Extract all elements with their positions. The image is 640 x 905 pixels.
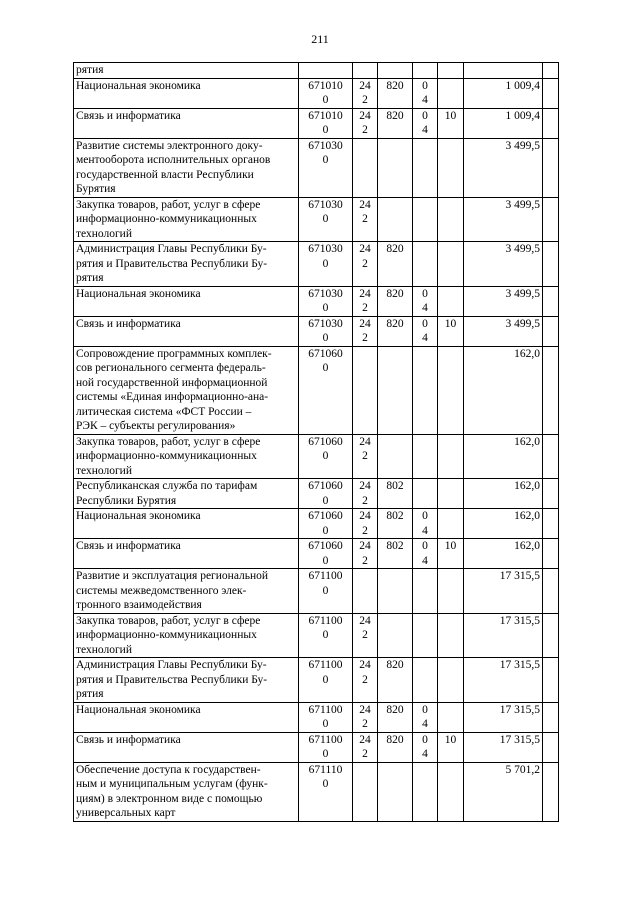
table-row <box>74 434 559 479</box>
cell-amount-text: 5 701,2 <box>505 763 540 776</box>
cell-subsection <box>438 569 464 614</box>
cell-name <box>74 613 299 658</box>
table-row <box>74 316 559 346</box>
cell-target-code-text: 671100 0 <box>308 703 343 730</box>
table-row <box>74 569 559 614</box>
cell-section <box>413 732 438 762</box>
cell-expense-type <box>353 316 378 346</box>
cell-target-code <box>299 732 353 762</box>
cell-extra <box>543 732 559 762</box>
cell-name-text: Закупка товаров, работ, услуг в сфере информационно-коммуникационных технологий <box>76 614 261 656</box>
cell-target-code <box>299 346 353 434</box>
cell-section-text: 0 4 <box>422 733 428 760</box>
cell-target-code-text: 671060 0 <box>308 510 343 537</box>
cell-name-text: Закупка товаров, работ, услуг в сфере информационно-коммуникационных технологий <box>76 198 261 240</box>
cell-section <box>413 658 438 703</box>
cell-admin-code <box>378 78 413 108</box>
cell-extra <box>543 346 559 434</box>
cell-extra <box>543 108 559 138</box>
cell-amount-text: 162,0 <box>514 510 540 522</box>
cell-admin-code-text: 820 <box>386 733 404 746</box>
cell-section <box>413 286 438 316</box>
page-number: 211 <box>311 32 329 46</box>
cell-admin-code <box>378 138 413 197</box>
cell-section <box>413 762 438 821</box>
cell-expense-type <box>353 479 378 509</box>
cell-amount-text: 3 499,5 <box>505 198 540 211</box>
cell-target-code <box>299 509 353 539</box>
table-row <box>74 658 559 703</box>
cell-subsection <box>438 539 464 569</box>
cell-expense-type <box>353 138 378 197</box>
cell-subsection <box>438 346 464 434</box>
cell-section <box>413 63 438 79</box>
cell-amount-text: 162,0 <box>514 435 540 448</box>
cell-amount <box>464 569 543 614</box>
cell-name-text: Обеспечение доступа к государствен- ным и муниципальным услугам (функ- циям) в электронном виде с помощью универсальных карт <box>76 763 268 819</box>
cell-name <box>74 63 299 79</box>
cell-name <box>74 138 299 197</box>
cell-expense-type <box>353 762 378 821</box>
cell-extra <box>543 138 559 197</box>
cell-name <box>74 658 299 703</box>
cell-section <box>413 316 438 346</box>
cell-admin-code-text: 820 <box>386 703 404 716</box>
cell-name-text: Связь и информатика <box>76 733 181 746</box>
cell-subsection <box>438 702 464 732</box>
cell-section-text: 0 4 <box>422 79 428 106</box>
cell-name <box>74 346 299 434</box>
cell-amount-text: 17 315,5 <box>499 733 540 746</box>
cell-name <box>74 479 299 509</box>
cell-expense-type-text: 24 2 <box>359 614 371 641</box>
cell-section-text: 0 4 <box>422 510 428 537</box>
cell-subsection <box>438 316 464 346</box>
cell-subsection <box>438 63 464 79</box>
cell-name <box>74 434 299 479</box>
cell-admin-code-text: 820 <box>386 317 404 330</box>
cell-admin-code-text: 802 <box>386 510 404 522</box>
cell-amount <box>464 539 543 569</box>
cell-name <box>74 569 299 614</box>
cell-expense-type-text: 24 2 <box>359 703 371 730</box>
cell-amount <box>464 138 543 197</box>
cell-admin-code-text: 820 <box>386 287 404 300</box>
cell-amount <box>464 732 543 762</box>
cell-amount-text: 162,0 <box>514 540 540 552</box>
cell-amount <box>464 316 543 346</box>
cell-section <box>413 569 438 614</box>
cell-amount <box>464 242 543 287</box>
cell-amount-text: 1 009,4 <box>505 109 540 122</box>
cell-section <box>413 434 438 479</box>
cell-target-code <box>299 539 353 569</box>
cell-target-code-text: 671060 0 <box>308 347 343 374</box>
cell-name <box>74 108 299 138</box>
cell-target-code-text: 671030 0 <box>308 139 343 166</box>
cell-section-text: 0 4 <box>422 703 428 730</box>
table-row <box>74 613 559 658</box>
cell-expense-type <box>353 539 378 569</box>
cell-name <box>74 286 299 316</box>
cell-amount <box>464 658 543 703</box>
cell-name <box>74 242 299 287</box>
cell-name <box>74 702 299 732</box>
cell-admin-code-text: 820 <box>386 659 404 671</box>
cell-subsection <box>438 286 464 316</box>
cell-name-text: Связь и информатика <box>76 109 181 122</box>
cell-expense-type <box>353 242 378 287</box>
cell-extra <box>543 197 559 242</box>
cell-subsection <box>438 197 464 242</box>
cell-admin-code <box>378 613 413 658</box>
cell-extra <box>543 316 559 346</box>
cell-target-code-text: 671030 0 <box>308 287 343 314</box>
table-row <box>74 509 559 539</box>
cell-name-text: Развитие системы электронного доку- ментооборота исполнительных органов государственной власти Республики Бурятия <box>76 139 271 195</box>
cell-admin-code-text: 820 <box>386 109 404 122</box>
cell-subsection-text: 10 <box>444 733 457 746</box>
cell-amount <box>464 286 543 316</box>
table-row <box>74 346 559 434</box>
cell-name-text: Республиканская служба по тарифам Республики Бурятия <box>76 480 258 507</box>
cell-name <box>74 509 299 539</box>
cell-amount-text: 162,0 <box>514 480 540 492</box>
cell-amount-text: 1 009,4 <box>505 79 540 92</box>
cell-target-code <box>299 762 353 821</box>
cell-name-text: Администрация Главы Республики Бу- рятия и Правительства Республики Бу- рятия <box>76 243 268 284</box>
cell-amount <box>464 78 543 108</box>
cell-amount-text: 3 499,5 <box>505 287 540 300</box>
cell-admin-code <box>378 108 413 138</box>
cell-target-code-text: 671110 0 <box>308 763 343 790</box>
cell-section <box>413 138 438 197</box>
cell-target-code <box>299 108 353 138</box>
cell-target-code <box>299 702 353 732</box>
cell-amount-text: 17 315,5 <box>499 570 540 582</box>
cell-target-code-text: 671100 0 <box>308 614 343 641</box>
table-body <box>74 63 559 822</box>
cell-target-code <box>299 286 353 316</box>
cell-expense-type-text: 24 2 <box>359 79 371 106</box>
cell-target-code-text: 671100 0 <box>308 570 343 597</box>
cell-target-code <box>299 63 353 79</box>
cell-expense-type-text: 24 2 <box>359 317 371 344</box>
cell-name-text: Национальная экономика <box>76 287 201 300</box>
cell-subsection <box>438 78 464 108</box>
cell-section <box>413 479 438 509</box>
cell-admin-code <box>378 197 413 242</box>
cell-expense-type-text: 24 2 <box>359 243 371 270</box>
table-row <box>74 286 559 316</box>
cell-expense-type-text: 24 2 <box>359 435 371 462</box>
table-row <box>74 197 559 242</box>
cell-target-code-text: 671060 0 <box>308 435 343 462</box>
cell-expense-type-text: 24 2 <box>359 109 371 136</box>
cell-amount-text: 3 499,5 <box>505 317 540 330</box>
cell-section-text: 0 4 <box>422 287 428 314</box>
cell-admin-code <box>378 762 413 821</box>
cell-name-text: Связь и информатика <box>76 317 181 330</box>
cell-section <box>413 346 438 434</box>
cell-extra <box>543 702 559 732</box>
table-row <box>74 78 559 108</box>
cell-expense-type <box>353 346 378 434</box>
cell-expense-type <box>353 286 378 316</box>
cell-section <box>413 539 438 569</box>
cell-expense-type <box>353 732 378 762</box>
cell-section <box>413 78 438 108</box>
cell-admin-code <box>378 702 413 732</box>
cell-amount <box>464 63 543 79</box>
cell-section-text: 0 4 <box>422 317 428 344</box>
cell-expense-type <box>353 509 378 539</box>
cell-admin-code <box>378 63 413 79</box>
cell-amount-text: 3 499,5 <box>505 139 540 152</box>
cell-name-text: рятия <box>76 64 104 76</box>
cell-expense-type-text: 24 2 <box>359 287 371 314</box>
cell-amount <box>464 509 543 539</box>
cell-amount-text: 17 315,5 <box>499 614 540 627</box>
table-row <box>74 242 559 287</box>
cell-amount-text: 162,0 <box>514 347 540 360</box>
cell-amount <box>464 108 543 138</box>
cell-target-code <box>299 197 353 242</box>
cell-admin-code <box>378 479 413 509</box>
cell-name-text: Администрация Главы Республики Бу- рятия и Правительства Республики Бу- рятия <box>76 659 268 700</box>
cell-extra <box>543 286 559 316</box>
cell-expense-type <box>353 569 378 614</box>
cell-admin-code <box>378 732 413 762</box>
cell-name <box>74 539 299 569</box>
table-row <box>74 479 559 509</box>
cell-name <box>74 78 299 108</box>
cell-expense-type <box>353 197 378 242</box>
cell-name-text: Сопровождение программных комплек- сов регионального сегмента федераль- ной государственной информационной системы «Единая информационно-ана- литическая система «ФСТ России – РЭК – субъекты регулирования» <box>76 347 272 432</box>
cell-admin-code <box>378 658 413 703</box>
cell-expense-type <box>353 63 378 79</box>
cell-target-code <box>299 316 353 346</box>
cell-expense-type-text: 24 2 <box>359 510 371 537</box>
cell-extra <box>543 78 559 108</box>
cell-amount <box>464 702 543 732</box>
cell-subsection <box>438 732 464 762</box>
cell-subsection <box>438 613 464 658</box>
cell-amount <box>464 479 543 509</box>
cell-section <box>413 613 438 658</box>
cell-admin-code <box>378 539 413 569</box>
cell-admin-code <box>378 569 413 614</box>
cell-admin-code-text: 820 <box>386 243 404 255</box>
cell-name <box>74 762 299 821</box>
cell-name-text: Закупка товаров, работ, услуг в сфере информационно-коммуникационных технологий <box>76 435 261 477</box>
cell-target-code <box>299 658 353 703</box>
cell-extra <box>543 762 559 821</box>
cell-name-text: Национальная экономика <box>76 79 201 92</box>
cell-subsection <box>438 434 464 479</box>
cell-admin-code <box>378 286 413 316</box>
cell-expense-type <box>353 658 378 703</box>
cell-subsection <box>438 242 464 287</box>
cell-target-code <box>299 613 353 658</box>
cell-name-text: Развитие и эксплуатация региональной системы межведомственного элек- тронного взаимодействия <box>76 570 269 611</box>
cell-target-code <box>299 78 353 108</box>
cell-amount <box>464 346 543 434</box>
cell-expense-type <box>353 108 378 138</box>
cell-target-code <box>299 479 353 509</box>
cell-name-text: Национальная экономика <box>76 510 201 522</box>
table-row <box>74 732 559 762</box>
cell-target-code <box>299 138 353 197</box>
cell-section-text: 0 4 <box>422 109 428 136</box>
cell-subsection <box>438 479 464 509</box>
cell-admin-code <box>378 509 413 539</box>
table-row <box>74 138 559 197</box>
table-row <box>74 539 559 569</box>
cell-extra <box>543 569 559 614</box>
cell-amount <box>464 613 543 658</box>
cell-extra <box>543 509 559 539</box>
cell-subsection-text: 10 <box>444 109 457 122</box>
cell-target-code-text: 671010 0 <box>308 109 343 136</box>
cell-admin-code-text: 802 <box>386 540 404 552</box>
cell-target-code-text: 671010 0 <box>308 79 343 106</box>
cell-section <box>413 509 438 539</box>
cell-admin-code <box>378 316 413 346</box>
cell-expense-type-text: 24 2 <box>359 198 371 225</box>
budget-table <box>73 62 559 822</box>
table-row <box>74 702 559 732</box>
cell-amount-text: 17 315,5 <box>499 703 540 716</box>
cell-subsection <box>438 658 464 703</box>
cell-target-code-text: 671100 0 <box>308 659 343 686</box>
cell-expense-type-text: 24 2 <box>359 733 371 760</box>
cell-target-code <box>299 569 353 614</box>
cell-target-code-text: 671060 0 <box>308 480 343 507</box>
cell-expense-type <box>353 78 378 108</box>
cell-target-code-text: 671030 0 <box>308 243 343 270</box>
cell-amount-text: 3 499,5 <box>505 243 540 255</box>
cell-amount-text: 17 315,5 <box>499 659 540 671</box>
cell-extra <box>543 539 559 569</box>
cell-subsection <box>438 762 464 821</box>
cell-expense-type-text: 24 2 <box>359 540 371 567</box>
cell-section <box>413 197 438 242</box>
table-row <box>74 762 559 821</box>
cell-name <box>74 732 299 762</box>
cell-subsection <box>438 138 464 197</box>
cell-section-text: 0 4 <box>422 540 428 567</box>
cell-subsection <box>438 509 464 539</box>
cell-subsection-text: 10 <box>444 317 457 330</box>
cell-admin-code <box>378 434 413 479</box>
cell-target-code <box>299 434 353 479</box>
table-row <box>74 108 559 138</box>
cell-expense-type <box>353 702 378 732</box>
cell-expense-type-text: 24 2 <box>359 659 371 686</box>
cell-amount <box>464 197 543 242</box>
cell-name <box>74 316 299 346</box>
cell-extra <box>543 658 559 703</box>
cell-extra <box>543 242 559 287</box>
cell-name <box>74 197 299 242</box>
cell-section <box>413 108 438 138</box>
cell-expense-type-text: 24 2 <box>359 480 371 507</box>
cell-target-code <box>299 242 353 287</box>
cell-extra <box>543 63 559 79</box>
cell-name-text: Связь и информатика <box>76 540 181 552</box>
cell-target-code-text: 671060 0 <box>308 540 343 567</box>
cell-section <box>413 242 438 287</box>
cell-admin-code <box>378 346 413 434</box>
cell-extra <box>543 479 559 509</box>
cell-target-code-text: 671100 0 <box>308 733 343 760</box>
cell-amount <box>464 434 543 479</box>
cell-admin-code-text: 802 <box>386 480 404 492</box>
cell-expense-type <box>353 434 378 479</box>
cell-target-code-text: 671030 0 <box>308 198 343 225</box>
cell-section <box>413 702 438 732</box>
cell-name-text: Национальная экономика <box>76 703 201 716</box>
cell-extra <box>543 613 559 658</box>
cell-subsection <box>438 108 464 138</box>
cell-expense-type <box>353 613 378 658</box>
cell-amount <box>464 762 543 821</box>
cell-extra <box>543 434 559 479</box>
cell-subsection-text: 10 <box>444 540 457 552</box>
cell-admin-code <box>378 242 413 287</box>
cell-admin-code-text: 820 <box>386 79 404 92</box>
table-row <box>74 63 559 79</box>
cell-target-code-text: 671030 0 <box>308 317 343 344</box>
